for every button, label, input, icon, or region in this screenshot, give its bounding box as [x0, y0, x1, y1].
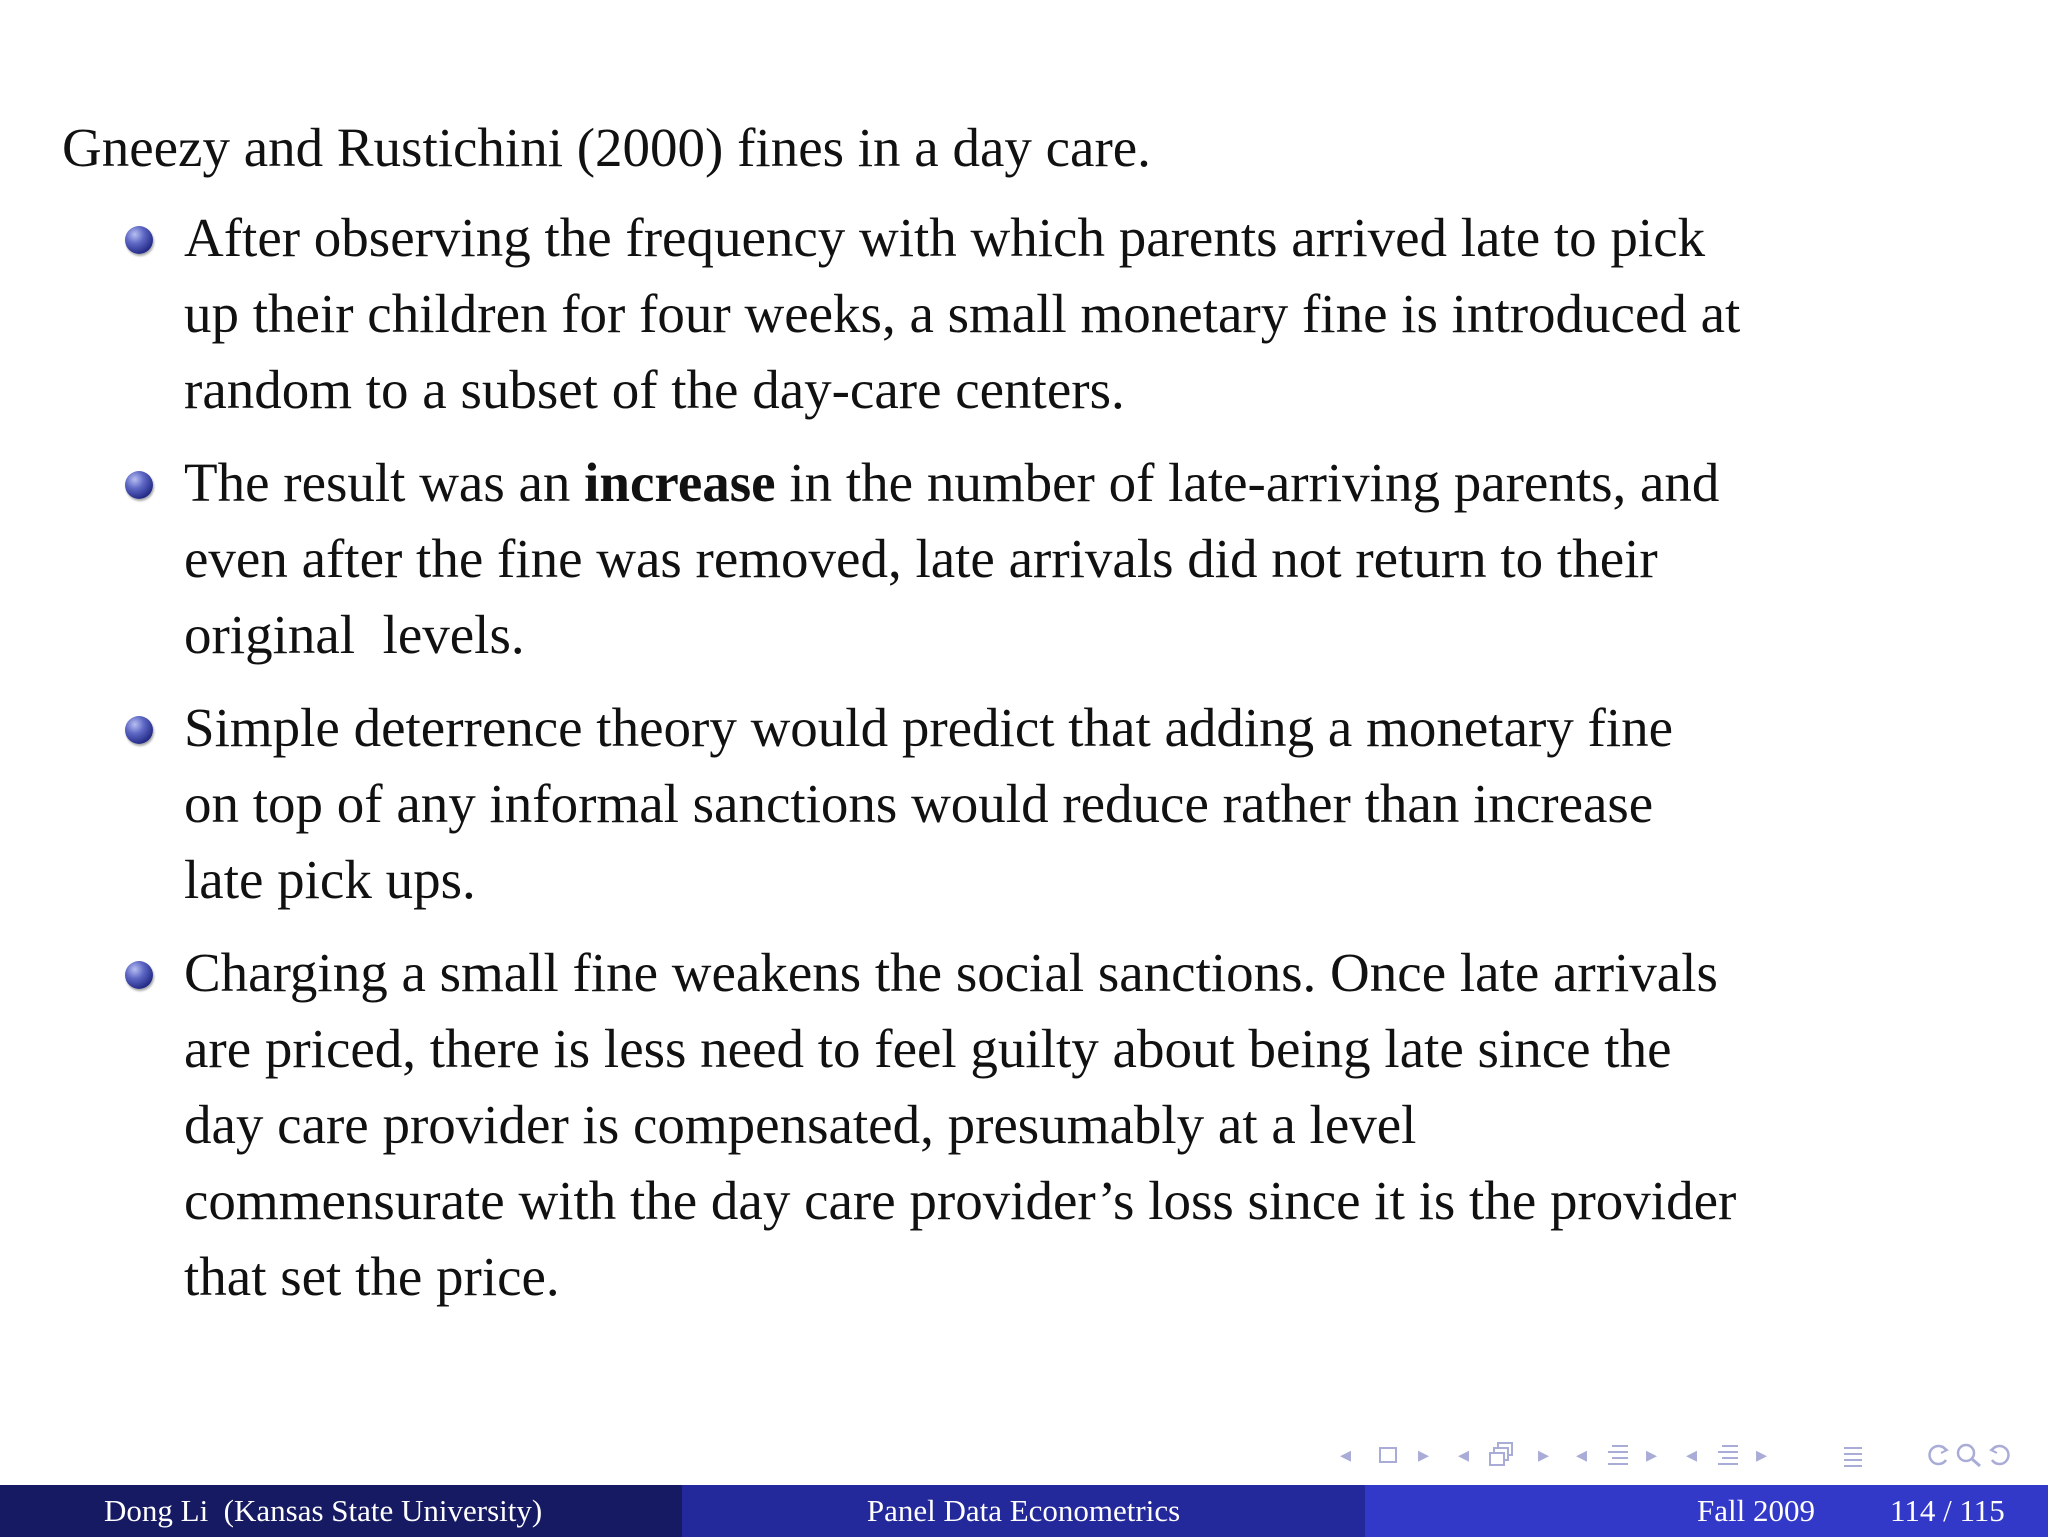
footer-date: Fall 2009	[1697, 1493, 1815, 1528]
bullet-line: original levels.	[184, 604, 525, 665]
bullet-line: even after the fine was removed, late arrivals did not return to their	[184, 528, 1658, 589]
search-icon[interactable]	[1954, 1440, 1984, 1470]
bullet-ball-icon	[125, 471, 153, 499]
section-nav-icon[interactable]	[1716, 1440, 1742, 1470]
subsection-next-icon[interactable]: ▸	[1538, 1443, 1550, 1468]
subsection-prev-icon[interactable]: ◂	[1458, 1443, 1470, 1468]
intro-text: Gneezy and Rustichini (2000) fines in a day care.	[62, 117, 1151, 178]
bullet-ball-icon	[125, 716, 153, 744]
bullet-line: that set the price.	[184, 1246, 560, 1307]
frame-prev-icon[interactable]: ◂	[1340, 1443, 1352, 1468]
bullet-line: After observing the frequency with which parents arrived late to pick	[184, 207, 1706, 268]
bullet-text: in the number of late-arriving parents, and	[775, 452, 1720, 513]
bullet-ball-icon	[125, 961, 153, 989]
footer-bar	[0, 1485, 2048, 1537]
section-nav-icon[interactable]	[1606, 1440, 1632, 1470]
footer-info-panel	[1365, 1485, 2048, 1537]
section-prev-icon-2[interactable]: ◂	[1686, 1443, 1698, 1468]
frame-nav-icon[interactable]	[1378, 1440, 1398, 1470]
bullet-line: on top of any informal sanctions would reduce rather than increase	[184, 773, 1654, 834]
back-icon[interactable]	[1924, 1440, 1954, 1470]
bullet-line: random to a subset of the day-care centers.	[184, 359, 1125, 420]
page-number: 114 / 115	[1890, 1493, 2005, 1528]
footer-title: Panel Data Econometrics	[866, 1493, 1181, 1528]
bullet-item	[0, 935, 1844, 1315]
emphasis-increase: increase	[584, 452, 776, 513]
footer-author: Dong Li (Kansas State University)	[104, 1493, 543, 1528]
bullet-line: up their children for four weeks, a small monetary fine is introduced at	[184, 283, 1741, 344]
footer-title-panel	[682, 1485, 1365, 1537]
section-prev-icon[interactable]: ◂	[1576, 1443, 1588, 1468]
forward-icon[interactable]	[1984, 1440, 2014, 1470]
bullet-item	[0, 445, 1844, 673]
bullet-line: commensurate with the day care provider’s loss since it is the provider	[184, 1170, 1737, 1231]
document-nav-icon[interactable]	[1840, 1440, 1866, 1470]
bullet-line	[184, 445, 1824, 521]
bullet-line: are priced, there is less need to feel guilty about being late since the	[184, 1018, 1672, 1079]
subsection-nav-icon[interactable]	[1488, 1440, 1522, 1470]
bullet-line: late pick ups.	[184, 849, 476, 910]
bullet-list	[0, 200, 2048, 1332]
bullet-text: The result was an	[184, 452, 585, 513]
footer-author-panel	[0, 1485, 682, 1537]
bullet-item	[0, 200, 1844, 428]
bullet-line: Charging a small fine weakens the social sanctions. Once late arrivals	[184, 942, 1718, 1003]
frame-next-icon[interactable]: ▸	[1418, 1443, 1430, 1468]
section-next-icon[interactable]: ▸	[1646, 1443, 1658, 1468]
bullet-line: day care provider is compensated, presumably at a level	[184, 1094, 1417, 1155]
bullet-line: Simple deterrence theory would predict that adding a monetary fine	[184, 697, 1674, 758]
bullet-ball-icon	[125, 226, 153, 254]
bullet-item	[0, 690, 1844, 918]
navigation-bar	[1340, 1438, 2030, 1474]
section-next-icon-2[interactable]: ▸	[1756, 1443, 1768, 1468]
